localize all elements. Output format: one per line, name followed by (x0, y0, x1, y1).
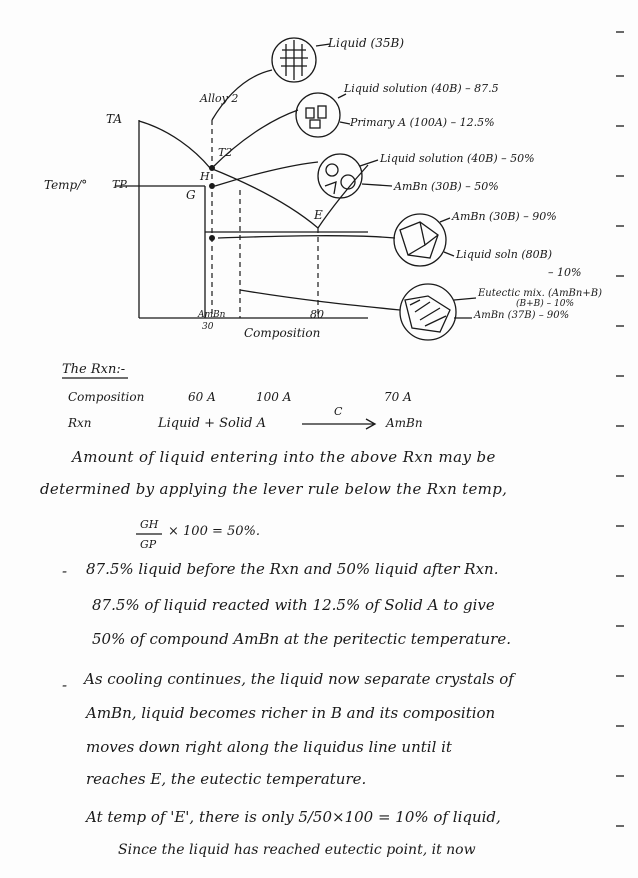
label-alloy: Alloy 2 (200, 92, 239, 105)
label-g: G (186, 188, 196, 202)
fraction-numerator: GH (140, 518, 159, 531)
ann-ten-pct: – 10% (548, 266, 582, 279)
leader-4 (218, 236, 395, 238)
ann-eutectic: Eutectic mix. (AmBn+B) (478, 288, 602, 299)
bullet-dash-2: - (62, 676, 68, 694)
rxn-equation: Liquid + Solid A (158, 416, 267, 431)
ann-line-6 (440, 218, 450, 222)
point-h (209, 183, 215, 189)
micro-ambn-90-icon (394, 214, 446, 266)
label-t2: T2 (218, 146, 233, 159)
composition-70a: 70 A (384, 390, 412, 404)
ann-ambn-2: AmBn (30B) – 90% (452, 210, 557, 223)
rxn-c: C (334, 405, 343, 418)
bullet-1c: 50% of compound AmBn at the peritectic temperature. (92, 630, 511, 648)
label-ta: TA (106, 112, 123, 126)
micro-liquid-icon (272, 38, 316, 82)
label-ambn-30: 30 (202, 322, 214, 332)
bullet-1a: 87.5% liquid before the Rxn and 50% liquid after Rxn. (86, 560, 499, 578)
label-tp: TP. (112, 178, 129, 191)
liquidus-curve-b (318, 165, 368, 228)
ann-ambn-1: AmBn (30B) – 50% (394, 180, 499, 193)
leader-5 (240, 290, 400, 310)
label-e: E (314, 208, 323, 222)
leader-3 (215, 162, 318, 186)
ann-line-8 (454, 298, 476, 300)
rxn-title: The Rxn:- (62, 362, 126, 377)
ann-liq-sol-1: Liquid solution (40B) – 87.5 (344, 82, 499, 95)
note-line-2: determined by applying the lever rule below the Rxn temp, (40, 480, 508, 498)
bullet-2b: AmBn, liquid becomes richer in B and its composition (86, 704, 496, 722)
note-line-1: Amount of liquid entering into the above Rxn may be (72, 448, 496, 466)
fraction-denominator: GP (140, 538, 157, 551)
ann-liq-soln-3: Liquid soln (80B) (456, 248, 553, 261)
ann-ambn-3: AmBn (37B) – 90% (474, 310, 570, 321)
ann-line-7 (444, 252, 454, 256)
ann-line-5 (362, 184, 392, 186)
micro-primary-a-icon (296, 93, 340, 137)
micro-eutectic-icon (400, 284, 456, 340)
note-last-2: Since the liquid has reached eutectic point, it now (118, 842, 476, 858)
ann-primary-a: Primary A (100A) – 12.5% (350, 116, 495, 129)
bullet-1b: 87.5% of liquid reacted with 12.5% of Solid A to give (92, 596, 495, 614)
bullet-dash-1: - (62, 562, 68, 580)
liquidus-curve-a (139, 121, 210, 168)
micro-ambn-50-icon (318, 154, 362, 198)
label-ambn-axis: AmBn (198, 310, 226, 320)
fraction-result: × 100 = 50%. (168, 524, 261, 539)
bullet-2a: As cooling continues, the liquid now separate crystals of (84, 670, 514, 688)
composition-label: Composition (68, 390, 145, 404)
point-eutectic (209, 235, 215, 241)
ann-liq-sol-2: Liquid solution (40B) – 50% (380, 152, 535, 165)
label-h: H (200, 170, 210, 183)
leader-2 (212, 110, 298, 168)
ann-liquid: Liquid (35B) (328, 36, 405, 50)
note-last-1: At temp of 'E', there is only 5/50×100 = 10% of liquid, (86, 808, 501, 826)
label-composition: Composition (244, 326, 321, 340)
margin-marks (616, 32, 624, 826)
bullet-2c: moves down right along the liquidus line until it (86, 738, 452, 756)
ann-line-3 (340, 122, 350, 124)
rxn-product: AmBn (386, 416, 423, 430)
composition-100a: 100 A (256, 390, 292, 404)
bullet-2d: reaches E, the eutectic temperature. (86, 770, 367, 788)
label-eighty: 80 (310, 308, 324, 321)
label-temp: Temp/° (44, 178, 88, 192)
composition-60a: 60 A (188, 390, 216, 404)
ann-eutectic-2: (B+B) – 10% (516, 299, 575, 309)
ann-line-4 (360, 160, 378, 166)
rxn-label: Rxn (68, 416, 92, 430)
liquidus-curve-e (210, 168, 318, 228)
